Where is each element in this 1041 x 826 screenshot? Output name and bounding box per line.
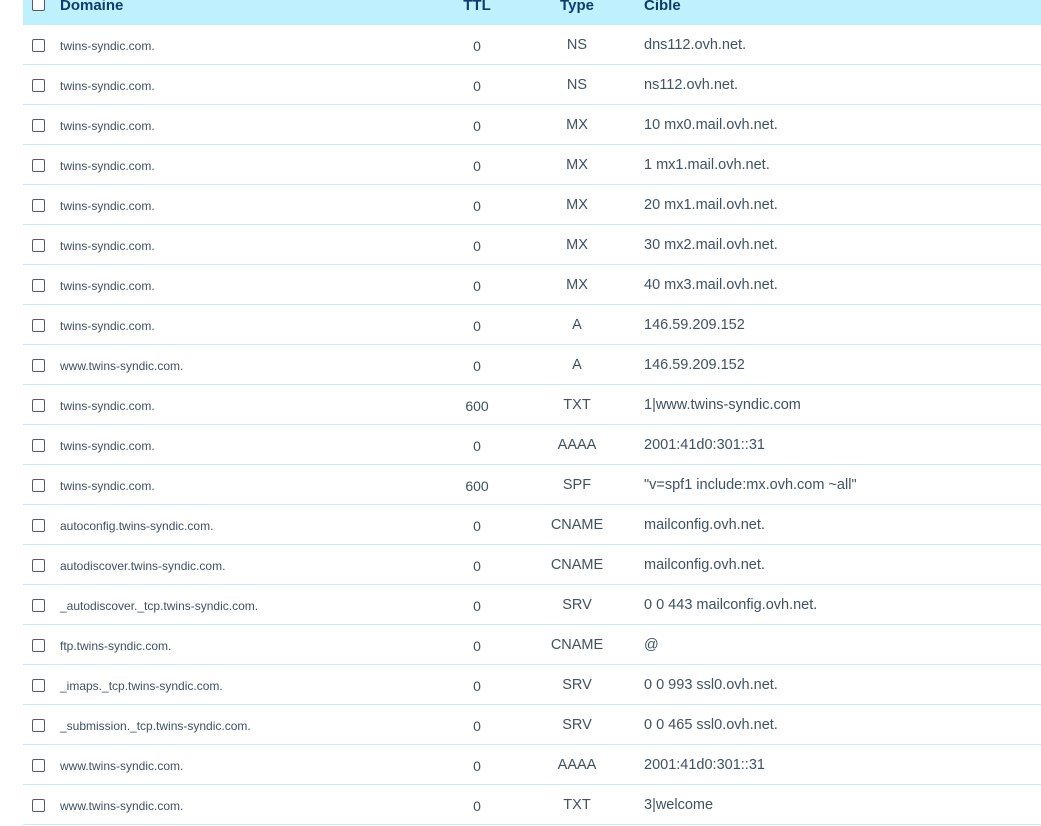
cell-domain: www.twins-syndic.com.: [60, 799, 184, 813]
cell-type: A: [572, 357, 582, 373]
cell-domain: _autodiscover._tcp.twins-syndic.com.: [60, 599, 259, 613]
cell-ttl: 0: [473, 238, 481, 254]
cell-domain: twins-syndic.com.: [60, 199, 155, 213]
table-row[interactable]: [23, 65, 1041, 105]
cell-ttl: 0: [473, 718, 481, 734]
cell-type: MX: [566, 277, 588, 293]
cell-target: 146.59.209.152: [644, 357, 745, 373]
cell-ttl: 0: [473, 598, 481, 614]
table-row[interactable]: [23, 705, 1041, 745]
table-row[interactable]: [23, 745, 1041, 785]
row-checkbox[interactable]: [32, 639, 45, 652]
cell-type: MX: [566, 237, 588, 253]
row-checkbox[interactable]: [32, 159, 45, 172]
cell-type: SRV: [562, 597, 592, 613]
cell-domain: _imaps._tcp.twins-syndic.com.: [60, 679, 223, 693]
cell-ttl: 0: [473, 678, 481, 694]
table-row[interactable]: [23, 225, 1041, 265]
table-row[interactable]: [23, 145, 1041, 185]
cell-target: dns112.ovh.net.: [644, 37, 747, 53]
cell-type: A: [572, 317, 582, 333]
cell-type: TXT: [563, 397, 591, 413]
cell-ttl: 0: [473, 518, 481, 534]
cell-target: 0 0 993 ssl0.ovh.net.: [644, 677, 778, 693]
cell-domain: twins-syndic.com.: [60, 399, 155, 413]
cell-ttl: 0: [473, 38, 481, 54]
cell-type: TXT: [563, 797, 591, 813]
table-row[interactable]: [23, 585, 1041, 625]
header-type[interactable]: Type: [560, 0, 594, 14]
cell-domain: _submission._tcp.twins-syndic.com.: [60, 719, 251, 733]
cell-domain: twins-syndic.com.: [60, 39, 155, 53]
cell-target: mailconfig.ovh.net.: [644, 517, 765, 533]
cell-target: mailconfig.ovh.net.: [644, 557, 765, 573]
table-row[interactable]: [23, 625, 1041, 665]
table-row[interactable]: [23, 785, 1041, 825]
row-checkbox[interactable]: [32, 239, 45, 252]
cell-ttl: 0: [473, 158, 481, 174]
table-row[interactable]: [23, 545, 1041, 585]
cell-domain: twins-syndic.com.: [60, 119, 155, 133]
cell-type: CNAME: [550, 517, 604, 533]
table-row[interactable]: [23, 25, 1041, 65]
cell-target: 40 mx3.mail.ovh.net.: [644, 277, 778, 293]
table-row[interactable]: [23, 345, 1041, 385]
cell-type: SRV: [562, 677, 592, 693]
cell-domain: www.twins-syndic.com.: [60, 359, 184, 373]
row-checkbox[interactable]: [32, 399, 45, 412]
cell-target: 146.59.209.152: [644, 317, 745, 333]
row-checkbox[interactable]: [32, 719, 45, 732]
cell-ttl: 0: [473, 78, 481, 94]
row-checkbox[interactable]: [32, 39, 45, 52]
cell-ttl: 0: [473, 558, 481, 574]
table-row[interactable]: [23, 425, 1041, 465]
cell-type: CNAME: [550, 557, 604, 573]
table-header: [23, 0, 1041, 25]
table-row[interactable]: [23, 305, 1041, 345]
cell-domain: www.twins-syndic.com.: [60, 759, 184, 773]
row-checkbox[interactable]: [32, 519, 45, 532]
cell-domain: autoconfig.twins-syndic.com.: [60, 519, 214, 533]
cell-ttl: 0: [473, 358, 481, 374]
cell-target: @: [644, 637, 659, 653]
table-row[interactable]: [23, 105, 1041, 145]
row-checkbox[interactable]: [32, 799, 45, 812]
cell-target: 2001:41d0:301::31: [644, 437, 765, 453]
cell-type: MX: [566, 197, 588, 213]
cell-type: MX: [566, 117, 588, 133]
cell-target: 3|welcome: [644, 797, 714, 813]
cell-ttl: 0: [473, 198, 481, 214]
cell-target: 1 mx1.mail.ovh.net.: [644, 157, 770, 173]
cell-ttl: 600: [465, 398, 489, 414]
cell-ttl: 0: [473, 278, 481, 294]
cell-target: ns112.ovh.net.: [644, 77, 739, 93]
cell-target: 1|www.twins-syndic.com: [644, 397, 801, 413]
header-ttl[interactable]: TTL: [463, 0, 491, 14]
cell-domain: twins-syndic.com.: [60, 79, 155, 93]
header-domain[interactable]: Domaine: [60, 0, 124, 14]
row-checkbox[interactable]: [32, 279, 45, 292]
row-checkbox[interactable]: [32, 599, 45, 612]
cell-target: 2001:41d0:301::31: [644, 757, 765, 773]
cell-type: AAAA: [557, 437, 597, 453]
table-row[interactable]: [23, 385, 1041, 425]
cell-type: SRV: [562, 717, 592, 733]
table-row[interactable]: [23, 505, 1041, 545]
row-checkbox[interactable]: [32, 559, 45, 572]
cell-ttl: 0: [473, 318, 481, 334]
cell-type: NS: [566, 77, 588, 93]
row-checkbox[interactable]: [32, 319, 45, 332]
cell-target: 0 0 443 mailconfig.ovh.net.: [644, 597, 818, 613]
row-checkbox[interactable]: [32, 79, 45, 92]
cell-type: NS: [566, 37, 588, 53]
dns-records-table: [23, 0, 1041, 825]
cell-type: AAAA: [557, 757, 597, 773]
row-checkbox[interactable]: [32, 679, 45, 692]
row-checkbox[interactable]: [32, 759, 45, 772]
cell-ttl: 0: [473, 438, 481, 454]
table-row[interactable]: [23, 185, 1041, 225]
cell-target: 30 mx2.mail.ovh.net.: [644, 237, 778, 253]
row-checkbox[interactable]: [32, 479, 45, 492]
cell-ttl: 0: [473, 758, 481, 774]
cell-domain: autodiscover.twins-syndic.com.: [60, 559, 226, 573]
cell-domain: twins-syndic.com.: [60, 479, 155, 493]
row-checkbox[interactable]: [32, 199, 45, 212]
cell-domain: ftp.twins-syndic.com.: [60, 639, 172, 653]
table-row[interactable]: [23, 265, 1041, 305]
table-row[interactable]: [23, 465, 1041, 505]
cell-ttl: 0: [473, 638, 481, 654]
cell-type: SPF: [562, 477, 592, 493]
cell-domain: twins-syndic.com.: [60, 239, 155, 253]
cell-target: 10 mx0.mail.ovh.net.: [644, 117, 778, 133]
row-checkbox[interactable]: [32, 439, 45, 452]
cell-domain: twins-syndic.com.: [60, 319, 155, 333]
cell-target: "v=spf1 include:mx.ovh.com ~all": [644, 477, 857, 493]
header-target[interactable]: Cible: [644, 0, 681, 14]
cell-domain: twins-syndic.com.: [60, 159, 155, 173]
cell-domain: twins-syndic.com.: [60, 279, 155, 293]
cell-ttl: 0: [473, 118, 481, 134]
cell-target: 0 0 465 ssl0.ovh.net.: [644, 717, 778, 733]
table-body: [23, 25, 1041, 825]
row-checkbox[interactable]: [32, 359, 45, 372]
cell-ttl: 600: [465, 478, 489, 494]
cell-type: CNAME: [550, 637, 604, 653]
table-row[interactable]: [23, 665, 1041, 705]
cell-domain: twins-syndic.com.: [60, 439, 155, 453]
cell-target: 20 mx1.mail.ovh.net.: [644, 197, 778, 213]
row-checkbox[interactable]: [32, 119, 45, 132]
select-all-checkbox[interactable]: [32, 0, 45, 11]
cell-type: MX: [566, 157, 588, 173]
cell-ttl: 0: [473, 798, 481, 814]
